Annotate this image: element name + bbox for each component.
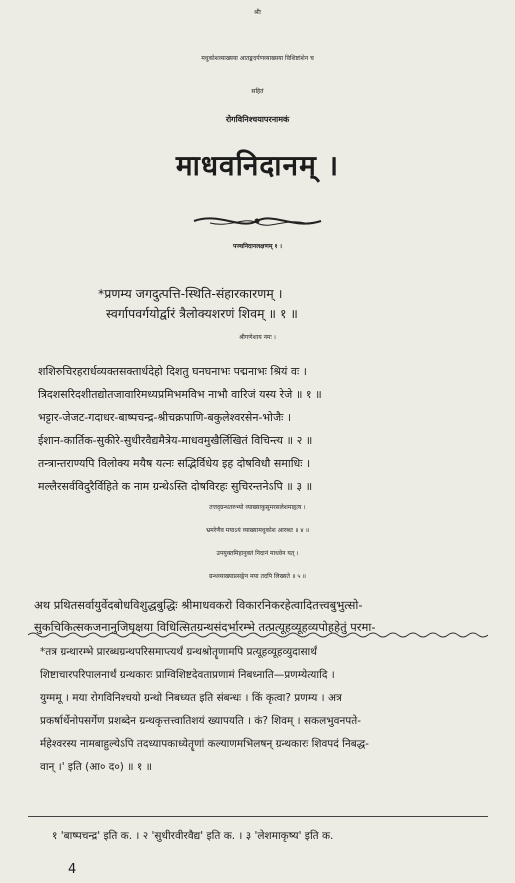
commentary-line: शिष्टाचारपरिपालनार्थं ग्रन्थकारः प्राग्विशिष्टदेवताप्रणामं निबध्नाति—प्रणम्येत्यादि । — [40, 669, 335, 681]
verse-line: मल्लैरसर्वविदुरैर्विहिते क नाम ग्रन्थेऽस्ति दोषविरहः सुचिरन्तनेऽपि ॥ ३ ॥ — [38, 480, 313, 493]
verse-line: भट्टार-जेजट-गदाधर-बाष्पचन्द्र-श्रीचक्रपाणि-बकुलेश्वरसेन-भोजैः । — [38, 411, 292, 424]
commentary-line: प्रकर्षार्थेनोपसर्गेण प्रशब्देन ग्रन्थकृत्तत्त्वातिशयं ख्यापयति । कं? शिवम् । सकलभुवनपते- — [40, 715, 362, 727]
commentary-line: *तत्र ग्रन्थारम्भे प्रारब्धग्रन्थपरिसमाप्त्यर्थं ग्रन्थश्रोतॄणामपि प्रत्यूहव्यूहव्युदासार्थं — [40, 646, 317, 658]
page-number: 4 — [68, 862, 77, 877]
footnote-rule — [28, 816, 488, 817]
commentaries-line: मधुकोशव्याख्यया आतङ्कदर्पणव्याख्यया विशिष्टांशेन च — [201, 55, 314, 62]
footnotes: १ 'बाष्पचन्द्र' इति क. । २ 'सुधीरवीरवैद्य' इति क. । ३ 'लेशमाकृष्य' इति क. — [52, 830, 334, 842]
wavy-divider-icon — [28, 631, 488, 639]
verse-line: शशिरुचिरहरार्धव्यक्तसक्तार्धदेहो दिशतु घनघनाभः पद्मनाभः श्रियं वः । — [38, 365, 307, 378]
ornament-divider-icon — [190, 210, 325, 232]
prose-line: अथ प्रथितसर्वायुर्वेदबोधविशुद्धबुद्धिः श्रीमाधवकरो विकारनिकरहेत्वादितत्त्वबुभुत्सो- — [34, 598, 363, 612]
commentary-line: र्महेश्वरस्य नामबाहुल्येऽपि तदध्यापकाध्येतॄणां कल्याणमभिलषन् ग्रन्थकारः शिवपदं निबद्ध- — [40, 738, 369, 750]
verse-line: ग्रन्थव्याख्याप्रसङ्गेन मया तदपि लिख्यते ॥ ५ ॥ — [208, 573, 307, 580]
verse-line: त्रिदशसरिदशीतद्योतजावारिमध्यप्रमिभमविभ नाभौ वारिजं यस्य रेजे ॥ १ ॥ — [38, 388, 322, 401]
commentary-line: वान् ।' इति (आ० द०) ॥ १ ॥ — [40, 761, 152, 773]
chapter-heading: पञ्चनिदानलक्षणम् १ । — [233, 243, 282, 250]
shri-invocation: श्रीः — [253, 9, 261, 16]
book-title: माधवनिदानम् । — [175, 149, 340, 182]
verse-line: तन्त्रान्तराण्यपि विलोक्य मयैष यत्नः सद्भिर्विधेय इह दोषविधौ समाधिः । — [38, 457, 311, 470]
verse-line: ईशान-कार्तिक-सुकीरे-सुधीरवैद्यमैत्रेय-माधवमुखैर्लिखितं विचिन्त्य ॥ २ ॥ — [38, 434, 313, 447]
commentary-line: युग्ममू । मया रोगविनिश्चयो ग्रन्थो निबध्यत इति संबन्धः । किं कृत्वा? प्रणम्य । अत्र — [40, 692, 342, 704]
verse-line: तत्तद्ग्रन्थतरुभ्यो व्याख्याकुसुमरसलेशमाहृत्य । — [209, 504, 306, 511]
verse-line: भ्रमरेणैव मयाऽयं व्याख्यामधुकोश आरब्धः ॥ ४ ॥ — [205, 527, 310, 534]
prose-line: सुकचिकित्सकजनानुजिघृक्षया विधित्सितग्रन्थसंदर्भारम्भे तत्प्रत्यूहव्यूहव्यपोहहेतुं परमा- — [34, 620, 376, 634]
mangala-verse-line: स्वर्गापवर्गयोर्द्वारं त्रैलोक्यशरणं शिवम् ॥ १ ॥ — [106, 306, 298, 321]
book-subtitle: रोगविनिश्चयापरनामकं — [225, 115, 290, 124]
mangala-verse-line: *प्रणम्य जगदुत्पत्ति-स्थिति-संहारकारणम् । — [98, 286, 283, 301]
invocation-line: श्रीगणेशाय नमः । — [239, 334, 276, 341]
sahitam-line: सहितं — [251, 88, 264, 95]
verse-line: उपयुक्तमिहानुक्तं निदानं माधवेन यत् । — [216, 550, 299, 557]
